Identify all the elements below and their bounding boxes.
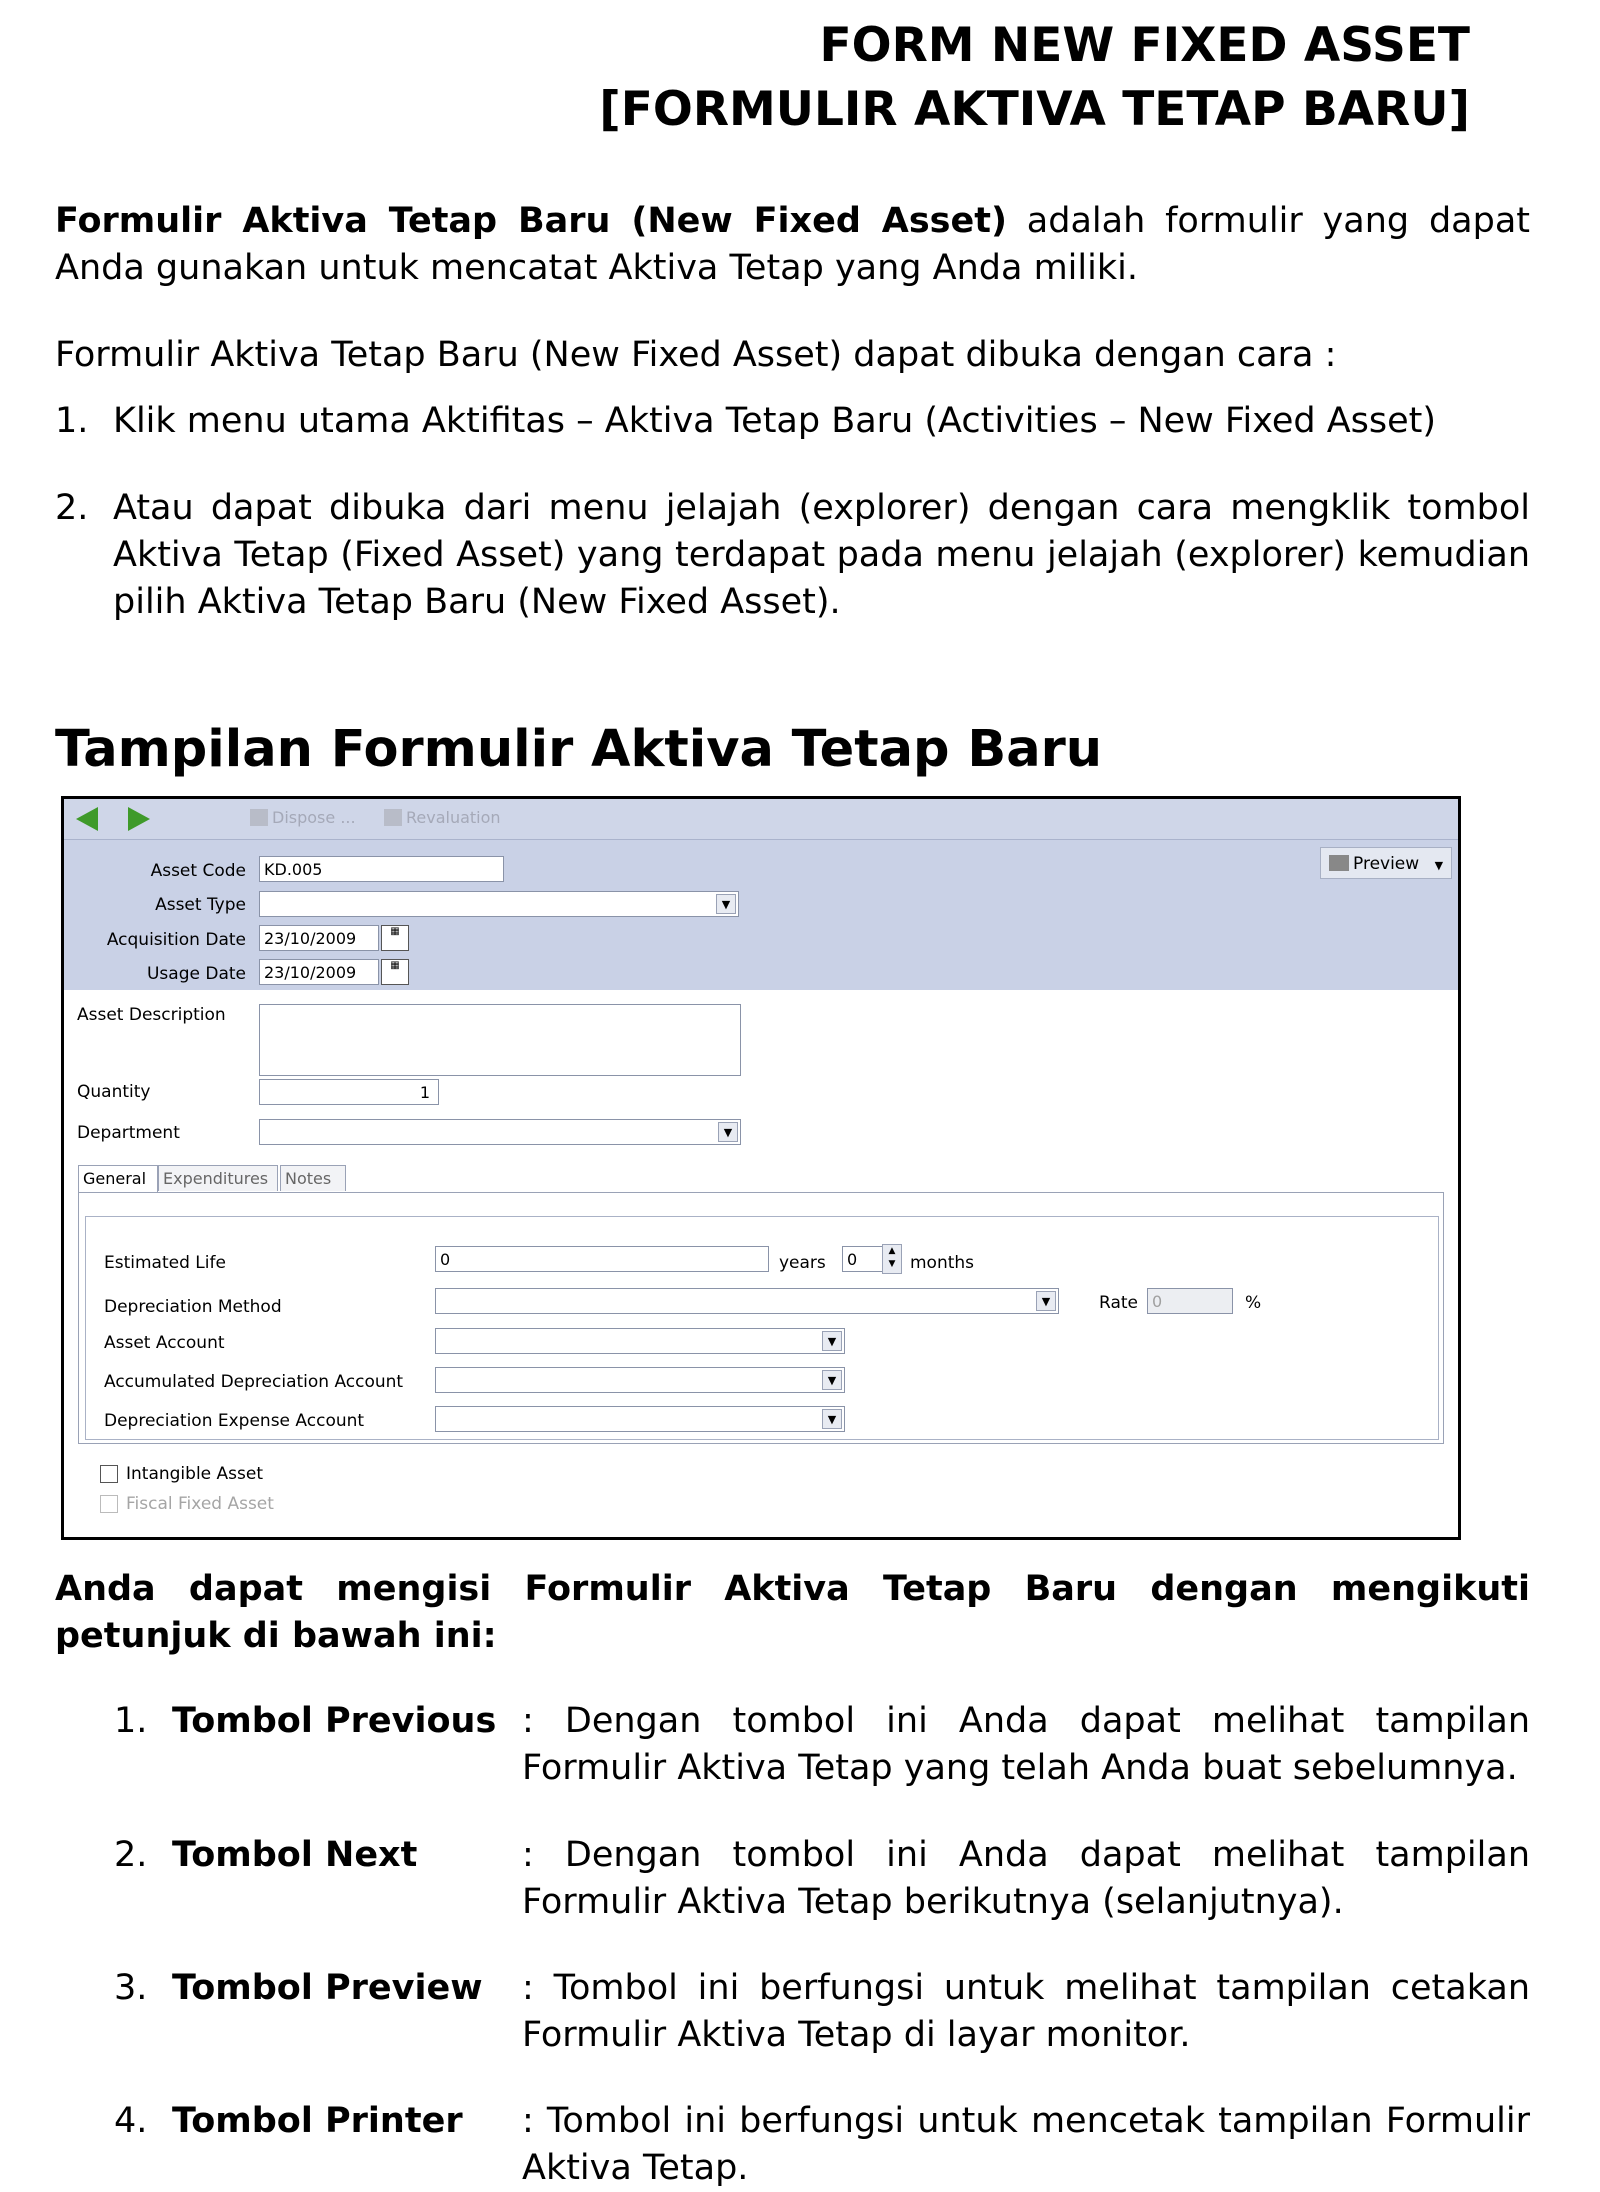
instruction-number: 4. bbox=[114, 2101, 148, 2141]
asset-code-label: Asset Code bbox=[150, 861, 246, 881]
estimated-life-years-input[interactable]: 0 bbox=[435, 1246, 769, 1272]
instruction-name: Tombol Printer bbox=[172, 2101, 463, 2141]
asset-type-select[interactable] bbox=[259, 891, 739, 917]
dispose-button[interactable] bbox=[250, 808, 356, 827]
step-number: 2. bbox=[55, 488, 89, 528]
preview-label: Preview bbox=[1353, 854, 1420, 874]
asset-account-select[interactable] bbox=[435, 1328, 845, 1354]
depreciation-method-label: Depreciation Method bbox=[104, 1297, 282, 1317]
fiscal-fixed-asset-label: Fiscal Fixed Asset bbox=[126, 1494, 274, 1514]
intangible-asset-label: Intangible Asset bbox=[126, 1464, 264, 1484]
intro-paragraph bbox=[55, 198, 1530, 292]
asset-type-label: Asset Type bbox=[155, 895, 246, 915]
instructions-heading: Anda dapat mengisi Formulir Aktiva Tetap Baru dengan mengikuti petunjuk di bawah ini: bbox=[55, 1569, 1530, 1656]
preview-button[interactable] bbox=[1320, 847, 1452, 879]
depreciation-method-select[interactable] bbox=[435, 1288, 1059, 1314]
step-text: Klik menu utama Aktifitas – Aktiva Tetap Baru (Activities – New Fixed Asset) bbox=[113, 401, 1437, 441]
tab-expenditures[interactable]: Expenditures bbox=[158, 1165, 278, 1191]
fiscal-fixed-asset-checkbox[interactable] bbox=[100, 1495, 118, 1513]
estimated-life-label: Estimated Life bbox=[104, 1253, 226, 1273]
asset-code-input[interactable]: KD.005 bbox=[259, 856, 504, 882]
chevron-down-icon[interactable]: ▼ bbox=[822, 1370, 842, 1390]
chevron-down-icon[interactable]: ▼ bbox=[716, 894, 736, 914]
rate-label: Rate bbox=[1099, 1293, 1138, 1313]
tab-general[interactable]: General bbox=[78, 1165, 158, 1193]
depreciation-expense-select[interactable] bbox=[435, 1406, 845, 1432]
accumulated-depreciation-select[interactable] bbox=[435, 1367, 845, 1393]
asset-account-label: Asset Account bbox=[104, 1333, 225, 1353]
instruction-name: Tombol Next bbox=[172, 1835, 418, 1875]
asset-description-input[interactable] bbox=[259, 1004, 741, 1076]
intro-bold: Formulir Aktiva Tetap Baru (New Fixed Asset) bbox=[55, 201, 1007, 241]
years-label: years bbox=[779, 1253, 826, 1273]
previous-arrow-icon[interactable] bbox=[76, 807, 98, 831]
instruction-name: Tombol Previous bbox=[172, 1701, 497, 1741]
department-select[interactable] bbox=[259, 1119, 741, 1145]
printer-icon bbox=[1329, 855, 1349, 871]
quantity-label: Quantity bbox=[77, 1082, 151, 1102]
asset-description-label: Asset Description bbox=[77, 1005, 226, 1025]
instruction-desc: : Dengan tombol ini Anda dapat melihat tampilan Formulir Aktiva Tetap berikutnya (selanjutnya). bbox=[522, 1835, 1530, 1922]
percent-label: % bbox=[1245, 1293, 1262, 1313]
toolbar bbox=[64, 799, 1458, 840]
chevron-down-icon[interactable]: ▼ bbox=[822, 1409, 842, 1429]
calendar-icon[interactable]: ▦ bbox=[381, 959, 409, 985]
general-tab-panel bbox=[78, 1192, 1444, 1444]
chevron-down-icon[interactable]: ▼ bbox=[718, 1122, 738, 1142]
intro-rest: adalah formulir yang dapat Anda gunakan untuk mencatat Aktiva Tetap yang Anda miliki. bbox=[55, 201, 1530, 288]
open-text: Formulir Aktiva Tetap Baru (New Fixed Asset) dapat dibuka dengan cara : bbox=[55, 335, 1337, 375]
calendar-icon[interactable]: ▦ bbox=[381, 925, 409, 951]
instruction-desc: : Tombol ini berfungsi untuk melihat tampilan cetakan Formulir Aktiva Tetap di layar monitor. bbox=[522, 1968, 1530, 2055]
step-text: Atau dapat dibuka dari menu jelajah (explorer) dengan cara mengklik tombol Aktiva Tetap (Fixed Asset) yang terdapat pada menu jelajah (explorer) kemudian pilih Aktiva Tetap Baru (New Fixed Asset). bbox=[113, 488, 1530, 622]
usage-date-label: Usage Date bbox=[146, 964, 246, 984]
spinner-icon[interactable]: ▲ ▼ bbox=[882, 1244, 902, 1274]
step-number: 1. bbox=[55, 401, 89, 441]
next-arrow-icon[interactable] bbox=[128, 807, 150, 831]
revaluation-button[interactable] bbox=[384, 808, 501, 827]
department-label: Department bbox=[77, 1123, 180, 1143]
accumulated-depreciation-label: Accumulated Depreciation Account bbox=[104, 1372, 404, 1392]
instruction-name: Tombol Preview bbox=[172, 1968, 483, 2008]
acquisition-date-label: Acquisition Date bbox=[106, 930, 246, 950]
intangible-asset-checkbox[interactable] bbox=[100, 1465, 118, 1483]
instruction-desc: : Dengan tombol ini Anda dapat melihat tampilan Formulir Aktiva Tetap yang telah Anda buat sebelumnya. bbox=[522, 1701, 1530, 1788]
acquisition-date-input[interactable]: 23/10/2009 bbox=[259, 925, 379, 951]
dispose-icon bbox=[250, 809, 268, 826]
revaluation-label: Revaluation bbox=[406, 808, 501, 827]
title-line-2: [FORMULIR AKTIVA TETAP BARU] bbox=[599, 82, 1470, 137]
quantity-input[interactable]: 1 bbox=[259, 1079, 439, 1105]
estimated-life-months-input[interactable]: 0 bbox=[842, 1246, 884, 1272]
months-label: months bbox=[910, 1253, 975, 1273]
instruction-number: 2. bbox=[114, 1835, 148, 1875]
page-title bbox=[599, 14, 1470, 142]
revaluation-icon bbox=[384, 809, 402, 826]
section-heading: Tampilan Formulir Aktiva Tetap Baru bbox=[55, 720, 1103, 779]
form-screenshot bbox=[61, 796, 1461, 1540]
instruction-desc: : Tombol ini berfungsi untuk mencetak tampilan Formulir Aktiva Tetap. bbox=[522, 2101, 1530, 2188]
usage-date-input[interactable]: 23/10/2009 bbox=[259, 959, 379, 985]
depreciation-expense-label: Depreciation Expense Account bbox=[104, 1411, 365, 1431]
tab-notes[interactable]: Notes bbox=[280, 1165, 346, 1191]
chevron-down-icon: ▼ bbox=[1434, 859, 1444, 872]
instruction-number: 1. bbox=[114, 1701, 148, 1741]
dispose-label: Dispose ... bbox=[272, 808, 356, 827]
title-line-1: FORM NEW FIXED ASSET bbox=[819, 18, 1470, 73]
rate-input[interactable]: 0 bbox=[1147, 1288, 1233, 1314]
instruction-number: 3. bbox=[114, 1968, 148, 2008]
chevron-down-icon[interactable]: ▼ bbox=[1036, 1291, 1056, 1311]
chevron-down-icon[interactable]: ▼ bbox=[822, 1331, 842, 1351]
